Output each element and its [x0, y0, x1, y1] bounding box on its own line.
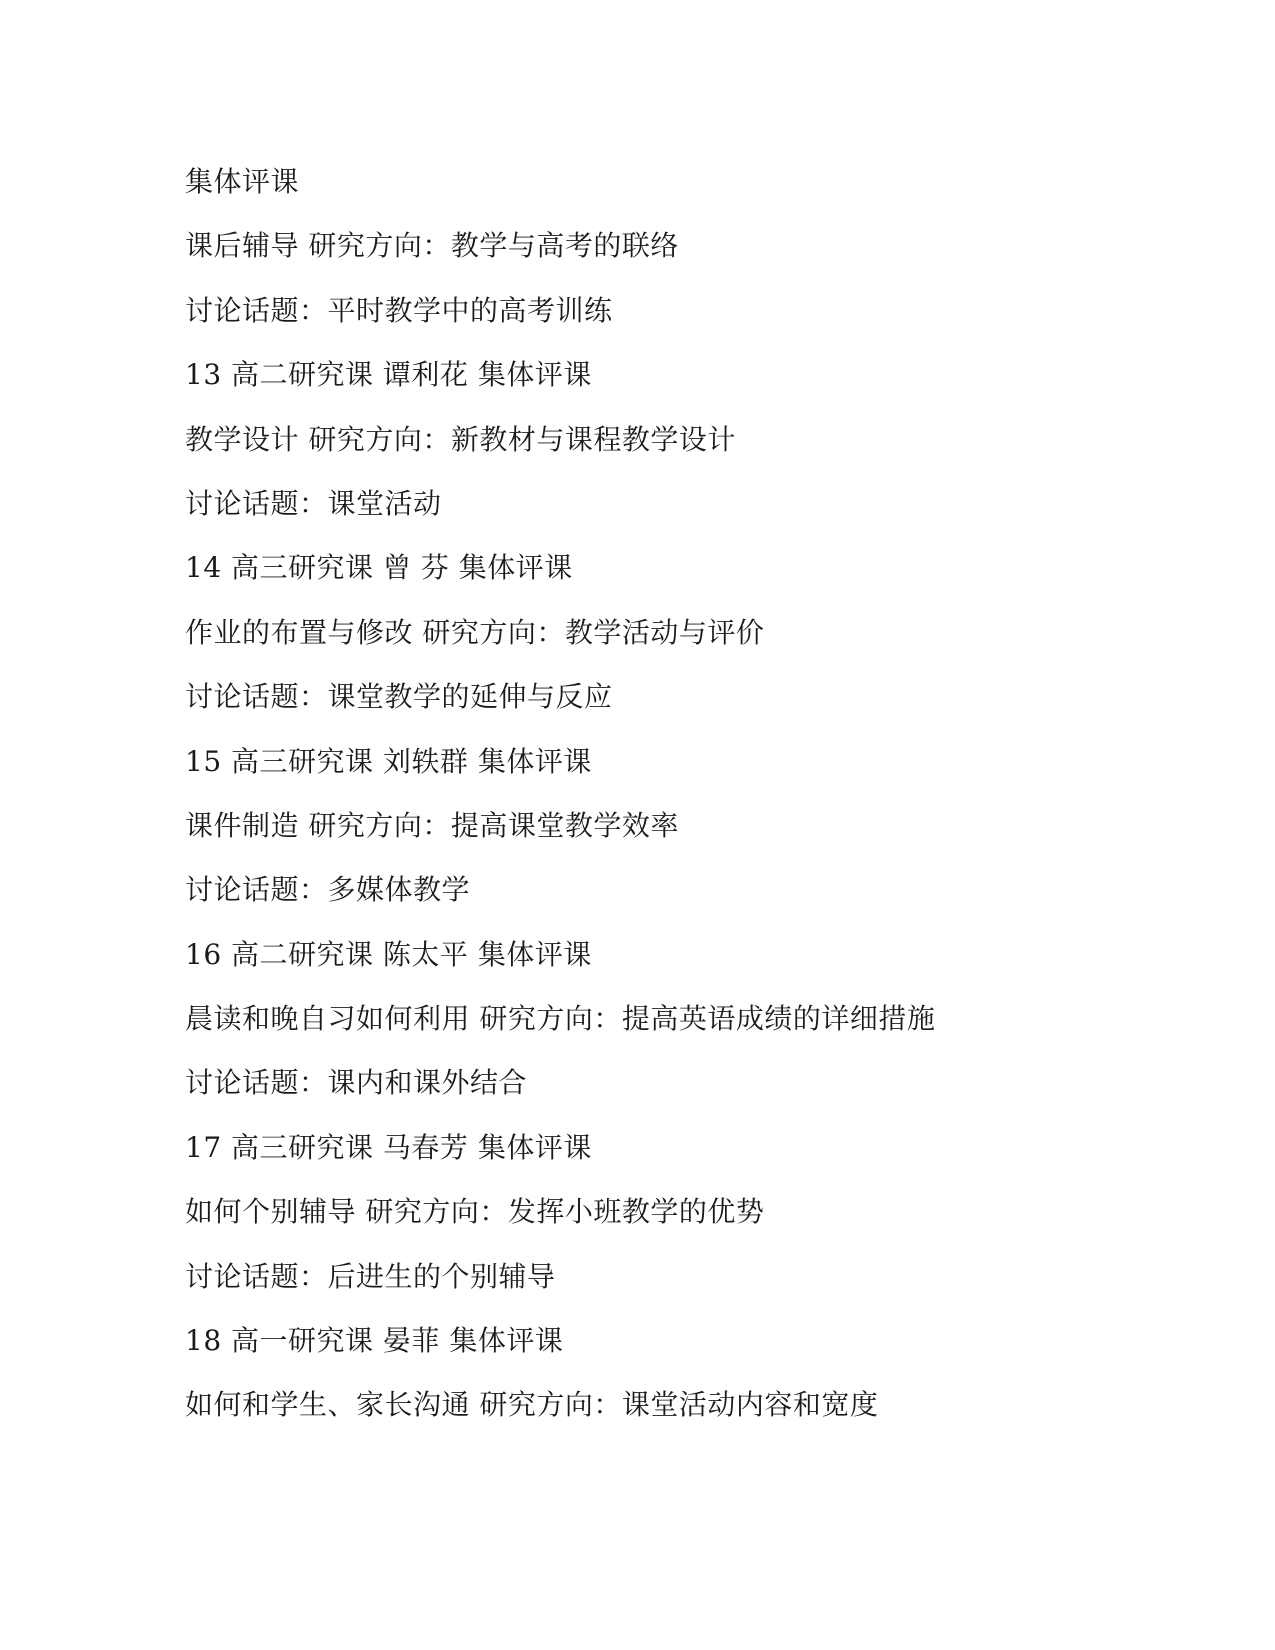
text-line: 教学设计 研究方向：新教材与课程教学设计	[185, 422, 736, 456]
text-line: 17 高三研究课 马春芳 集体评课	[185, 1130, 592, 1164]
text-line: 15 高三研究课 刘轶群 集体评课	[185, 744, 592, 778]
text-line: 讨论话题：多媒体教学	[185, 873, 471, 907]
text-line: 课后辅导 研究方向：教学与高考的联络	[185, 229, 679, 263]
text-line: 讨论话题：后进生的个别辅导	[185, 1259, 556, 1293]
text-line: 讨论话题：课堂活动	[185, 486, 442, 520]
text-line: 作业的布置与修改 研究方向：教学活动与评价	[185, 615, 765, 649]
document-body	[185, 150, 1185, 1438]
text-line: 讨论话题：平时教学中的高考训练	[185, 293, 613, 327]
text-line: 讨论话题：课内和课外结合	[185, 1066, 528, 1100]
text-line: 如何和学生、家长沟通 研究方向：课堂活动内容和宽度	[185, 1388, 879, 1422]
text-line: 讨论话题：课堂教学的延伸与反应	[185, 680, 613, 714]
text-line: 如何个别辅导 研究方向：发挥小班教学的优势	[185, 1195, 765, 1229]
text-line: 16 高二研究课 陈太平 集体评课	[185, 937, 592, 971]
text-line: 14 高三研究课 曾 芬 集体评课	[185, 551, 573, 585]
text-line: 晨读和晚自习如何利用 研究方向：提高英语成绩的详细措施	[185, 1002, 936, 1036]
text-line: 13 高二研究课 谭利花 集体评课	[185, 358, 592, 392]
text-line: 集体评课	[185, 165, 300, 198]
text-line: 课件制造 研究方向：提高课堂教学效率	[185, 808, 679, 842]
text-line: 18 高一研究课 晏菲 集体评课	[185, 1324, 564, 1358]
